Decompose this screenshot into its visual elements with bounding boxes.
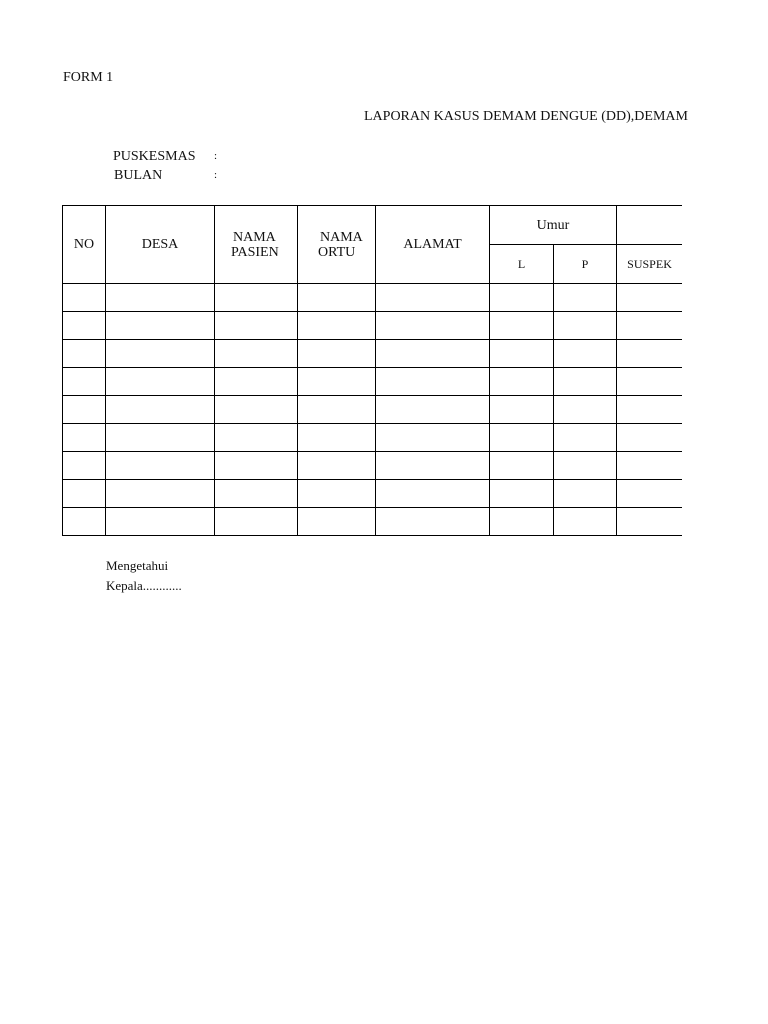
table-cell: [63, 284, 106, 312]
table-cell: [490, 284, 554, 312]
kepala-label: Kepala............: [106, 578, 182, 593]
header-nama-ortu: [298, 206, 376, 284]
table-cell: [490, 424, 554, 452]
table-cell: [106, 396, 215, 424]
header-nama-pasien-line2: PASIEN: [231, 244, 279, 260]
header-nama-ortu-line1: NAMA: [320, 229, 363, 245]
table-cell: [376, 396, 490, 424]
table-cell: [376, 368, 490, 396]
table-row: [63, 312, 683, 340]
header-no: NO: [63, 206, 106, 284]
table-row: [63, 480, 683, 508]
table-cell: [298, 424, 376, 452]
table-row: [63, 284, 683, 312]
bulan-label: BULAN: [114, 168, 163, 183]
table-cell: [63, 480, 106, 508]
header-alamat: ALAMAT: [376, 206, 490, 284]
table-row: [63, 508, 683, 536]
table-cell: [617, 312, 682, 340]
table-cell: [617, 340, 682, 368]
header-l: L: [490, 245, 554, 284]
table-cell: [554, 284, 617, 312]
report-table-container: [62, 205, 682, 538]
table-cell: [215, 452, 298, 480]
table-cell: [617, 284, 682, 312]
header-umur: Umur: [490, 206, 617, 245]
table-cell: [215, 396, 298, 424]
table-cell: [106, 368, 215, 396]
table-cell: [106, 312, 215, 340]
table-cell: [376, 480, 490, 508]
table-cell: [617, 368, 682, 396]
table-cell: [215, 312, 298, 340]
header-nama-pasien-line1: NAMA: [233, 229, 276, 245]
table-cell: [617, 396, 682, 424]
report-title: LAPORAN KASUS DEMAM DENGUE (DD),DEMAM: [364, 109, 688, 124]
table-cell: [106, 284, 215, 312]
table-row: [63, 340, 683, 368]
table-cell: [106, 508, 215, 536]
table-cell: [490, 452, 554, 480]
table-cell: [215, 284, 298, 312]
table-cell: [63, 508, 106, 536]
table-cell: [215, 480, 298, 508]
table-cell: [298, 480, 376, 508]
header-p: P: [554, 245, 617, 284]
table-cell: [490, 368, 554, 396]
table-cell: [298, 368, 376, 396]
header-desa: DESA: [106, 206, 215, 284]
table-cell: [106, 340, 215, 368]
header-row-1: [63, 206, 683, 245]
table-cell: [298, 284, 376, 312]
mengetahui-label: Mengetahui: [106, 558, 169, 573]
table-cell: [376, 508, 490, 536]
table-cell: [376, 312, 490, 340]
table-cell: [376, 424, 490, 452]
table-cell: [106, 452, 215, 480]
table-cell: [215, 424, 298, 452]
table-cell: [554, 452, 617, 480]
table-cell: [298, 508, 376, 536]
table-cell: [554, 340, 617, 368]
table-body: [63, 284, 683, 536]
table-row: [63, 368, 683, 396]
table-cell: [215, 368, 298, 396]
table-row: [63, 424, 683, 452]
table-cell: [554, 508, 617, 536]
table-cell: [376, 340, 490, 368]
puskesmas-colon: :: [214, 150, 218, 162]
table-cell: [490, 340, 554, 368]
table-cell: [554, 368, 617, 396]
table-cell: [298, 396, 376, 424]
table-cell: [63, 452, 106, 480]
table-cell: [490, 480, 554, 508]
table-cell: [617, 480, 682, 508]
report-table: [62, 205, 682, 536]
header-nama-pasien: [215, 206, 298, 284]
table-cell: [63, 368, 106, 396]
table-cell: [554, 480, 617, 508]
table-cell: [298, 312, 376, 340]
table-cell: [376, 284, 490, 312]
table-cell: [490, 396, 554, 424]
table-cell: [215, 340, 298, 368]
table-cell: [617, 424, 682, 452]
table-cell: [63, 424, 106, 452]
table-cell: [106, 424, 215, 452]
table-cell: [298, 452, 376, 480]
header-blank-top: [617, 206, 682, 245]
table-cell: [554, 396, 617, 424]
form-label: FORM 1: [63, 70, 114, 85]
table-cell: [63, 396, 106, 424]
table-row: [63, 452, 683, 480]
table-cell: [490, 312, 554, 340]
header-nama-ortu-line2: ORTU: [318, 244, 356, 260]
puskesmas-label: PUSKESMAS: [113, 149, 196, 164]
table-cell: [63, 340, 106, 368]
table-row: [63, 396, 683, 424]
table-cell: [617, 452, 682, 480]
table-cell: [215, 508, 298, 536]
table-cell: [617, 508, 682, 536]
header-suspek: SUSPEK: [617, 245, 682, 284]
table-cell: [376, 452, 490, 480]
bulan-colon: :: [214, 169, 218, 181]
table-cell: [490, 508, 554, 536]
table-cell: [106, 480, 215, 508]
table-cell: [554, 424, 617, 452]
table-cell: [298, 340, 376, 368]
table-cell: [554, 312, 617, 340]
table-cell: [63, 312, 106, 340]
